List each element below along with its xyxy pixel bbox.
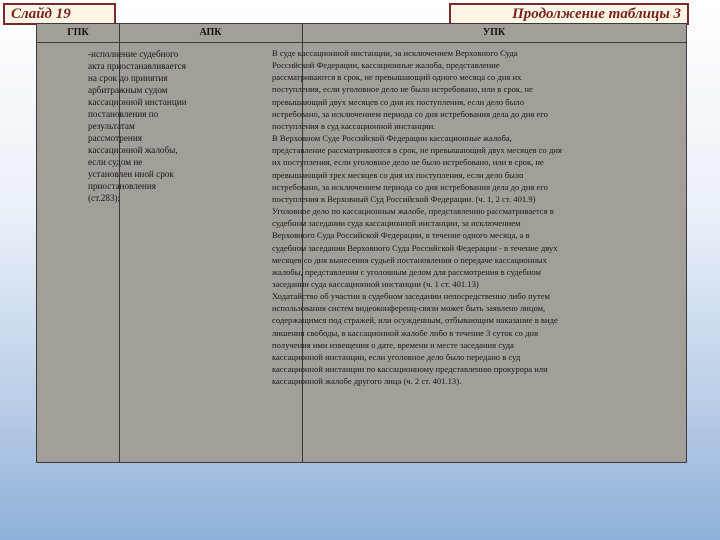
header-gpk: ГПК [37,24,120,43]
upk-cell-text: В суде кассационной инстанции, за исключением Верховного Суда Российской Федерации, кассационные жалоба, представление рассматриваются в срок, не превышающий одного месяца со дня их поступления, если уголовное дело не было истребовано, или в срок, не превышающий двух месяцев со дня их поступления, если дело было истребовано, за исключением периода со дня истребования дела до дня его поступления в суд кассационной инстанции. В Верховном Суде Российской Федерации кассационные жалоба, представление рассматриваются в срок, не превышающий двух месяцев со дня их поступления, если уголовное дело не было истребовано, или в срок, не превышающий трех месяцев со дня их поступления, если дело было истребовано, за исключением периода со дня истребования дела до дня его поступления в Верховный Суд Российской Федерации. (ч. 1, 2 ст. 401.9) Уголовное дело по кассационным жалобе, представлению рассматривается в судебном заседании суда кассационной инстанции, за исключением Верховного Суда Российской Федерации, в течение одного месяца, а в судебном заседании Верховного Суда Российской Федерации - в течение двух месяцев со дня вынесения судьей постановления о передаче кассационных жалобы, представления с уголовным делом для рассмотрения в судебном заседании суда кассационной инстанции (ч. 1 ст. 401.13) Ходатайство об участии в судебном заседании непосредственно либо путем использования систем видеоконференц-связи может быть заявлено лицом, содержащимся под стражей, или осужденным, отбывающим наказание в виде лишения свободы, в кассационной жалобе либо в течение 3 суток со дня получения ими извещения о дате, времени и месте заседания суда кассационной инстанции, если уголовное дело было передано в суд кассационной инстанции по кассационному представлению прокурора или кассационной жалобе другого лица (ч. 2 ст. 401.13). [272,48,562,387]
header-apk: АПК [119,24,303,43]
apk-cell-text: -исполнение судебного акта приостанавливается на срок до принятия арбитражным судом кассационной инстанции постановления по результатам рассмотрения кассационной жалобы, если судом не установлен иной срок приостановления (ст.283); [88,49,187,203]
slide-number-label: Слайд 19 [3,3,116,25]
table-continuation-label: Продолжение таблицы 3 [449,3,689,25]
header-upk: УПК [302,24,686,43]
